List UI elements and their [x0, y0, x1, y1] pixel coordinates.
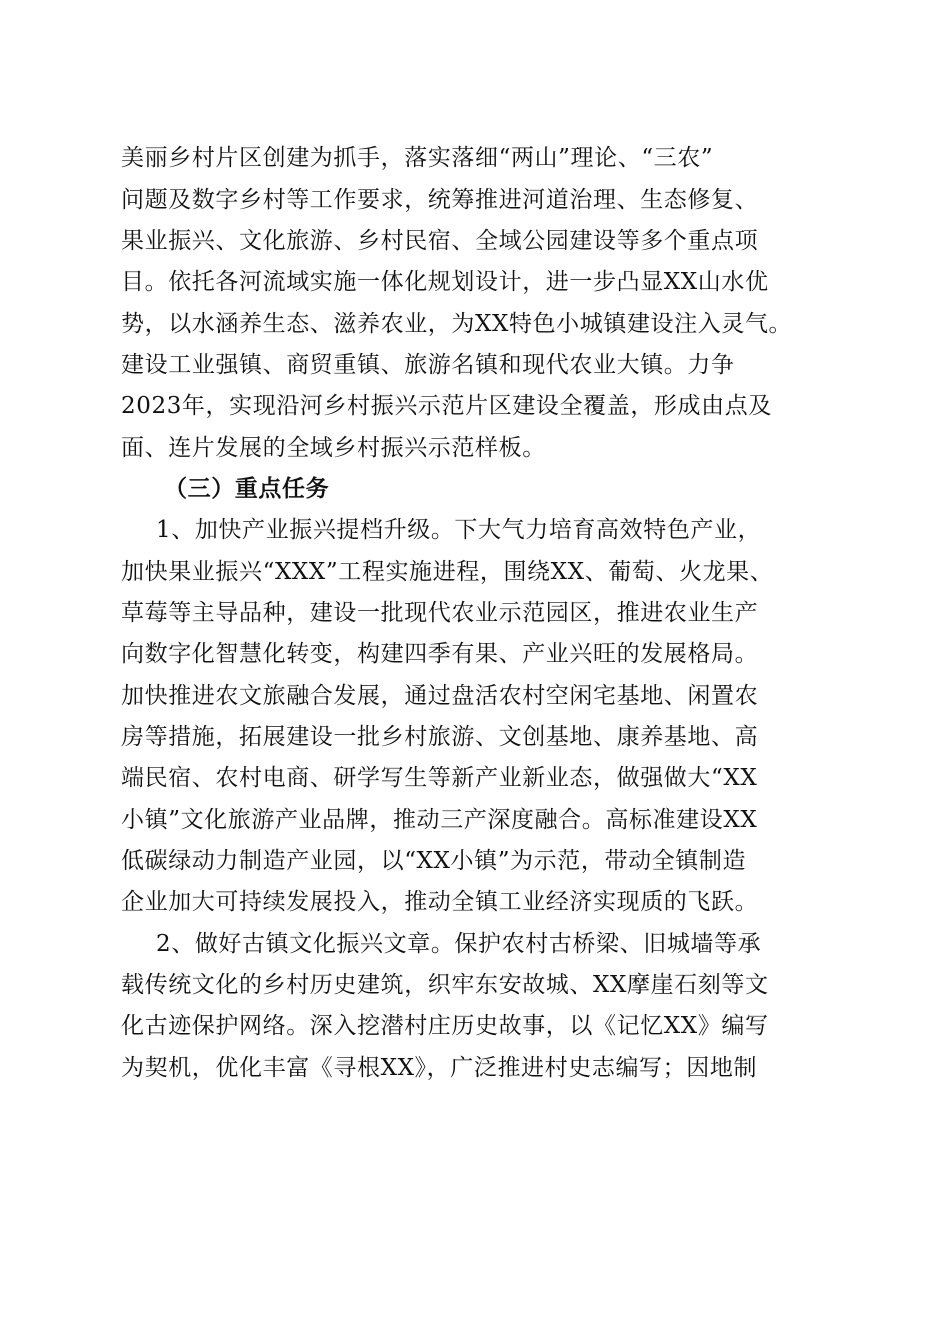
- section-heading: （三）重点任务: [164, 475, 330, 502]
- body-text-line: 目。依托各河流域实施一体化规划设计，进一步凸显XX山水优: [121, 269, 769, 295]
- body-text-line: 加快推进农文旅融合发展，通过盘活农村空闲宅基地、闲置农: [121, 683, 759, 709]
- body-text-line: 问题及数字乡村等工作要求，统筹推进河道治理、生态修复、: [121, 187, 759, 213]
- paragraph-first-line: 2、做好古镇文化振兴文章。保护农村古桥梁、旧城墙等承: [156, 931, 762, 957]
- body-text-line: 美丽乡村片区创建为抓手，落实落细“两山”理论、“三农”: [121, 145, 714, 171]
- body-text-line: 为契机，优化丰富《寻根XX》，广泛推进村史志编写；因地制: [121, 1055, 758, 1081]
- body-text-line: 企业加大可持续发展投入，推动全镇工业经济实现质的飞跃。: [121, 889, 759, 915]
- body-text-line: 低碳绿动力制造产业园，以“XX小镇”为示范，带动全镇制造: [121, 848, 747, 874]
- body-text-line: 房等措施，拓展建设一批乡村旅游、文创基地、康养基地、高: [121, 724, 759, 750]
- body-text-line: 加快果业振兴“XXX”工程实施进程，围绕XX、葡萄、火龙果、: [121, 559, 774, 585]
- body-text-line: 化古迹保护网络。深入挖潜村庄历史故事，以《记忆XX》编写: [121, 1013, 769, 1039]
- body-text-line: 端民宿、农村电商、研学写生等新产业新业态，做强做大“XX: [121, 765, 758, 791]
- body-text-line: 向数字化智慧化转变，构建四季有果、产业兴旺的发展格局。: [121, 641, 759, 667]
- body-text-line: 建设工业强镇、商贸重镇、旅游名镇和现代农业大镇。力争: [121, 352, 735, 378]
- paragraph-first-line: 1、加快产业振兴提档升级。下大气力培育高效特色产业，: [156, 517, 762, 543]
- body-text-line: 面、连片发展的全域乡村振兴示范样板。: [121, 435, 546, 461]
- body-text-line: 草莓等主导品种，建设一批现代农业示范园区，推进农业生产: [121, 600, 759, 626]
- body-text-line: 小镇”文化旅游产业品牌，推动三产深度融合。高标准建设XX: [121, 807, 758, 833]
- body-text-line: 载传统文化的乡村历史建筑，织牢东安故城、XX摩崖石刻等文: [121, 972, 769, 998]
- body-text-line: 势，以水涵养生态、滋养农业，为XX特色小城镇建设注入灵气。: [121, 311, 793, 337]
- body-text-line: 2023年，实现沿河乡村振兴示范片区建设全覆盖，形成由点及: [121, 393, 772, 419]
- body-text-line: 果业振兴、文化旅游、乡村民宿、全域公园建设等多个重点项: [121, 228, 759, 254]
